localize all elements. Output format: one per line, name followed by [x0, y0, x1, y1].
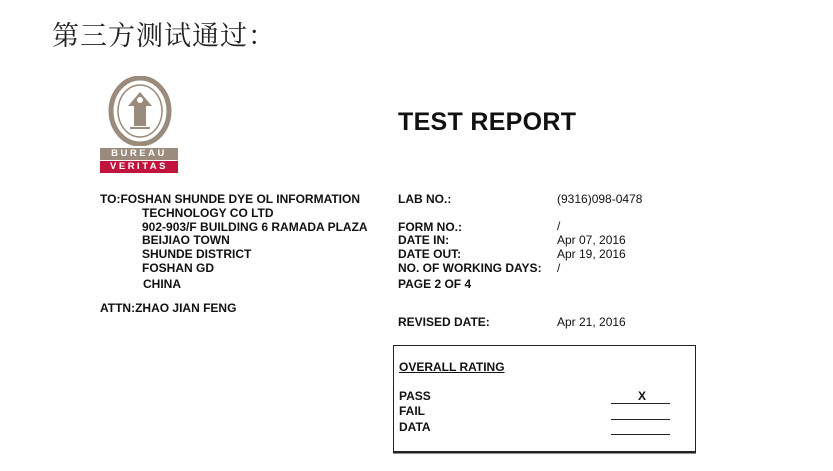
logo-band-bureau: BUREAU [100, 148, 178, 160]
pass-label: PASS [399, 389, 431, 403]
data-line [611, 434, 670, 435]
fail-label: FAIL [399, 404, 425, 418]
revised-date-label: REVISED DATE: [398, 315, 490, 329]
to-line-3: 902-903/F BUILDING 6 RAMADA PLAZA [142, 220, 368, 234]
to-line-7: CHINA [143, 277, 181, 291]
to-line-1: TO:FOSHAN SHUNDE DYE OL INFORMATION [100, 192, 361, 206]
date-in-label: DATE IN: [398, 233, 450, 247]
revised-date-value: Apr 21, 2016 [557, 315, 626, 329]
to-line-6: FOSHAN GD [142, 261, 214, 275]
overall-rating-title: OVERALL RATING [399, 360, 505, 374]
to-line-2: TECHNOLOGY CO LTD [142, 206, 274, 220]
report-title: TEST REPORT [398, 108, 577, 136]
overall-rating-box [393, 345, 696, 452]
bureau-veritas-logo [100, 76, 180, 173]
date-out-value: Apr 19, 2016 [557, 247, 626, 261]
lab-no-value: (9316)098-0478 [557, 192, 643, 206]
date-in-value: Apr 07, 2016 [557, 233, 626, 247]
working-days-label: NO. OF WORKING DAYS: [398, 261, 542, 275]
date-out-label: DATE OUT: [398, 247, 462, 261]
to-line-4: BEIJIAO TOWN [142, 233, 230, 247]
attn-line: ATTN:ZHAO JIAN FENG [100, 301, 237, 315]
page-heading: 第三方测试通过： [52, 21, 276, 52]
lab-no-label: LAB NO.: [398, 192, 452, 206]
form-no-label: FORM NO.: [398, 220, 462, 234]
bureau-veritas-seal-icon [100, 76, 180, 146]
page-indicator: PAGE 2 OF 4 [398, 277, 472, 291]
form-no-value: / [557, 219, 561, 233]
fail-line [611, 419, 670, 420]
pass-line [611, 403, 670, 404]
logo-band-veritas: VERITAS [100, 161, 178, 173]
pass-mark: X [638, 389, 647, 403]
working-days-value: / [557, 261, 561, 275]
to-line-5: SHUNDE DISTRICT [142, 247, 252, 261]
data-label: DATA [399, 420, 431, 434]
